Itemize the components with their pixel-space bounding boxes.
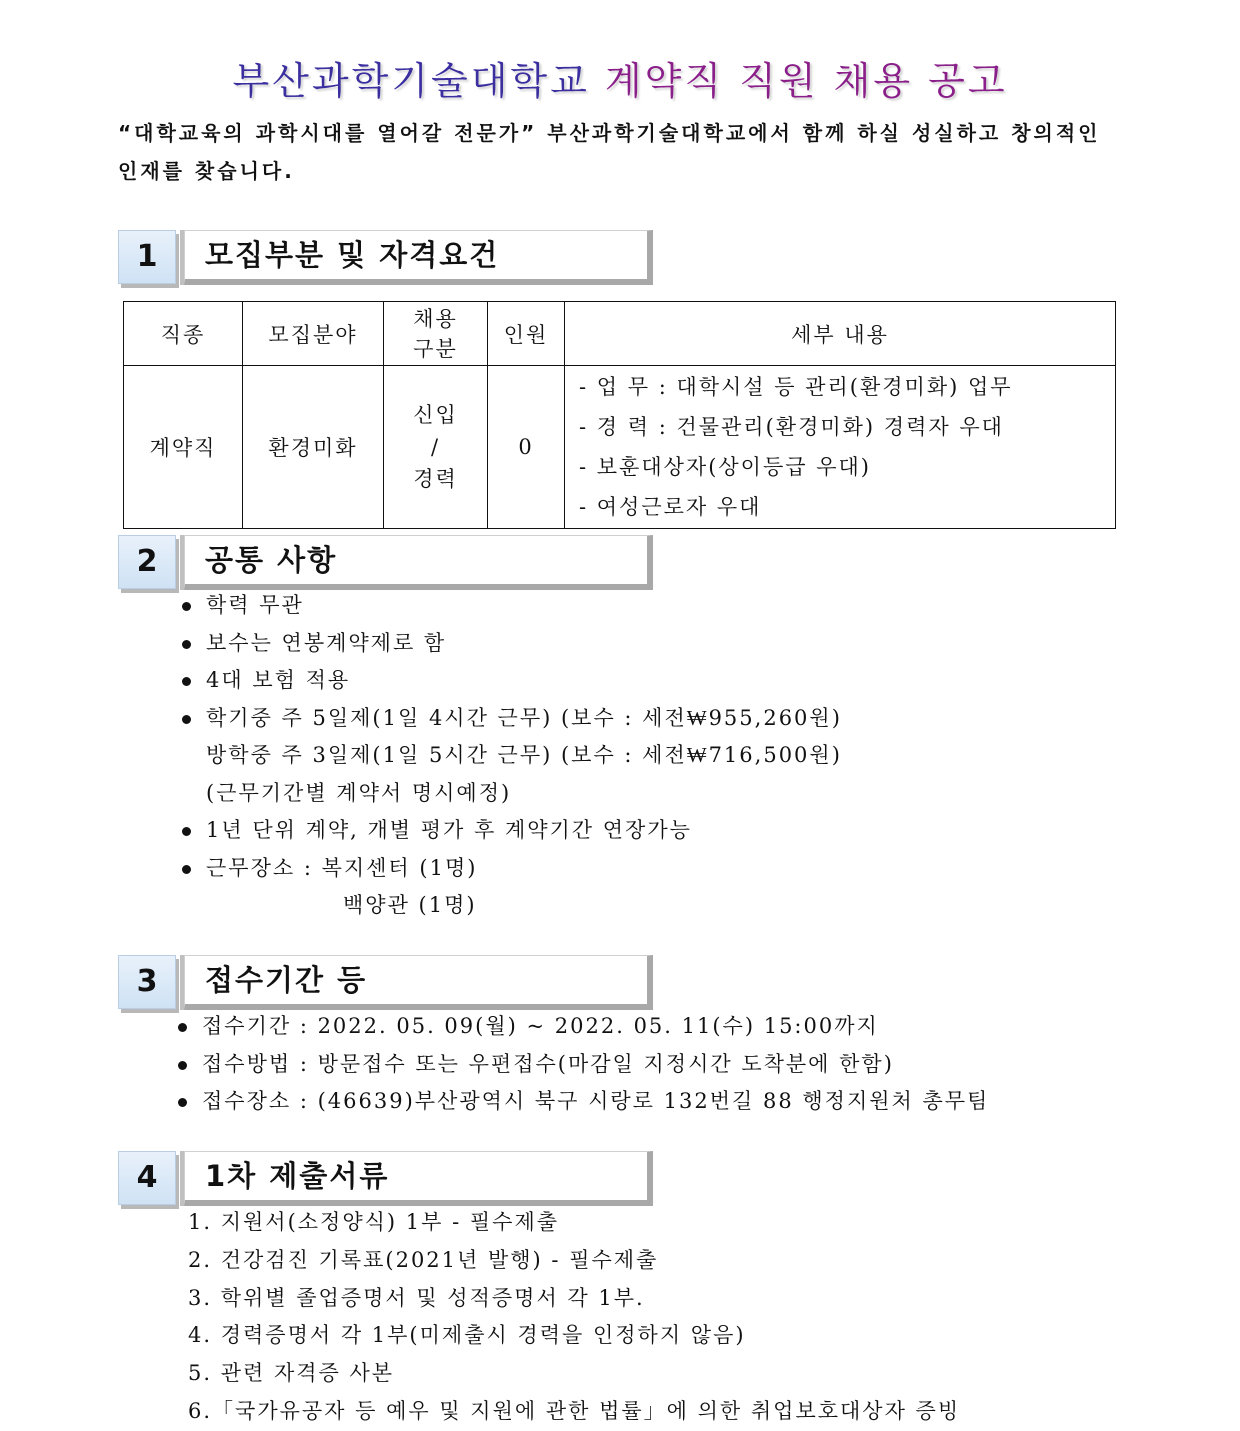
section-title: 1차 제출서류	[205, 1159, 390, 1193]
list-item: 4. 경력증명서 각 1부(미제출시 경력을 인정하지 않음)	[188, 1323, 746, 1348]
section-2-header	[118, 535, 658, 595]
section-number: 3	[118, 955, 176, 1009]
section-title-box	[184, 955, 653, 1010]
list-item: 5. 관련 자격증 사본	[188, 1361, 395, 1386]
section-4-header	[118, 1151, 658, 1211]
title-school: 부산과학기술대학교	[232, 59, 590, 103]
list-item: 2. 건강검진 기록표(2021년 발행) - 필수제출	[188, 1247, 659, 1272]
detail-item: - 업 무 : 대학시설 등 관리(환경미화) 업무	[579, 375, 1013, 399]
cell-hire-type-line1: 신입	[413, 403, 458, 427]
cell-count: 0	[488, 366, 565, 529]
section-number: 1	[118, 230, 176, 284]
detail-item: - 보훈대상자(상이등급 우대)	[579, 455, 871, 479]
section-1-header	[118, 230, 658, 290]
cell-hire-type	[384, 366, 488, 529]
cell-hire-type-line2: /	[430, 435, 441, 459]
header-hire-type	[384, 302, 488, 366]
header-hire-type-line2: 구분	[413, 336, 458, 361]
cell-hire-type-line3: 경력	[413, 467, 458, 491]
section-title: 공통 사항	[205, 543, 338, 577]
detail-item: - 여성근로자 우대	[579, 495, 762, 519]
section-title-box	[184, 230, 653, 285]
section-3-header	[118, 955, 658, 1015]
cell-job-type: 계약직	[124, 366, 243, 529]
documents-list	[188, 1204, 960, 1431]
header-hire-type-line1: 채용	[413, 306, 458, 331]
section-title: 접수기간 등	[205, 963, 368, 997]
detail-item: - 경 력 : 건물관리(환경미화) 경력자 우대	[579, 415, 1004, 439]
table-row	[124, 366, 1116, 529]
list-item: 1. 지원서(소정양식) 1부 - 필수제출	[188, 1210, 560, 1234]
cell-field: 환경미화	[243, 366, 384, 529]
section-title-box	[184, 535, 653, 590]
cell-details	[565, 366, 1116, 529]
page-title	[0, 50, 1240, 105]
list-item: 3. 학위별 졸업증명서 및 성적증명서 각 1부.	[188, 1285, 645, 1310]
section-title-box	[184, 1151, 653, 1206]
header-field: 모집분야	[243, 302, 384, 366]
section-number: 4	[118, 1151, 176, 1205]
section-number: 2	[118, 535, 176, 589]
section-title: 모집부분 및 자격요건	[205, 238, 500, 272]
table-header-row	[124, 302, 1116, 366]
header-job-type: 직종	[124, 302, 243, 366]
recruitment-table	[123, 301, 1116, 529]
list-item: 6.「국가유공자 등 예우 및 지원에 관한 법률」에 의한 취업보호대상자 증빙	[188, 1398, 961, 1423]
intro-text: “대학교육의 과학시대를 열어갈 전문가” 부산과학기술대학교에서 함께 하실 성실하고 창의적인 인재를 찾습니다.	[118, 121, 1101, 183]
title-notice: 계약직 직원 채용 공고	[604, 59, 1008, 103]
header-details: 세부 내용	[565, 302, 1116, 366]
header-count: 인원	[488, 302, 565, 366]
